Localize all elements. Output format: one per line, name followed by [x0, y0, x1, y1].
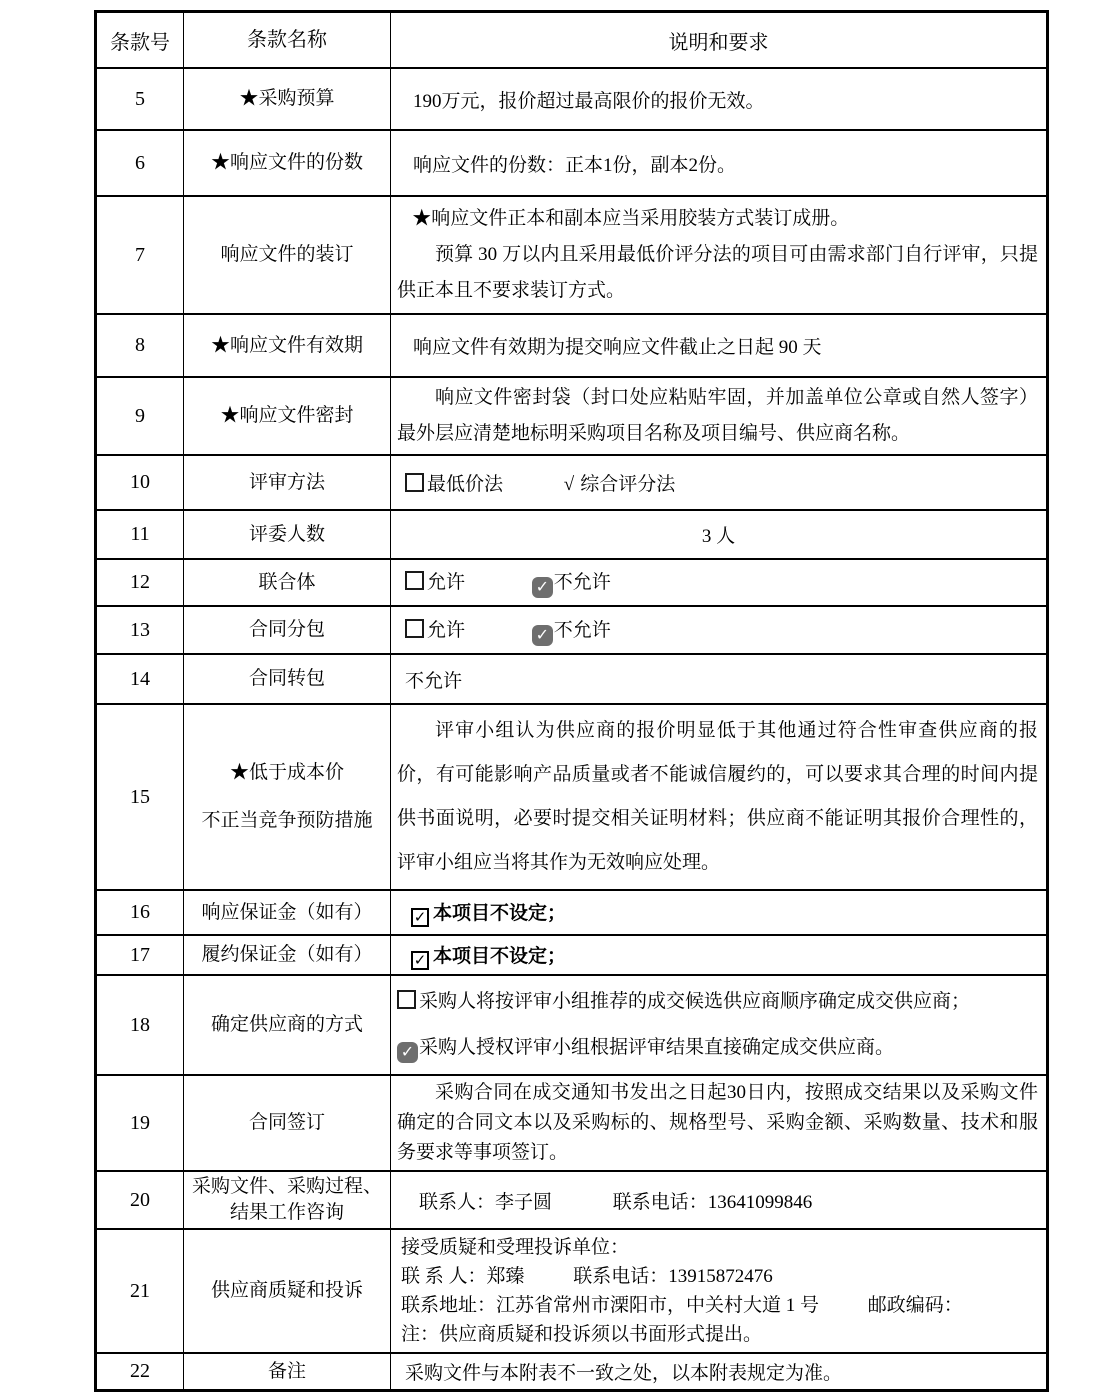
checkbox-checked-icon: ✓	[532, 577, 553, 598]
clause-desc	[391, 890, 1048, 935]
checkbox-checked-icon: ✓	[397, 1042, 418, 1063]
clause-desc	[391, 1171, 1048, 1229]
checkbox-unchecked-icon	[397, 990, 416, 1009]
option-label: 本项目不设定；	[433, 945, 567, 967]
complaint-unit-line: 接受质疑和受理投诉单位：	[401, 1237, 630, 1258]
table-row	[96, 606, 1048, 654]
clause-desc	[391, 975, 1048, 1075]
clause-name: ★响应文件的份数	[184, 130, 391, 196]
contact-address: 联系地址：江苏省常州市溧阳市，中关村大道 1 号	[401, 1295, 820, 1316]
checkbox-unchecked-icon	[405, 571, 424, 590]
table-row	[96, 130, 1048, 196]
clause-name-line: ★低于成本价	[229, 761, 344, 783]
complaint-note-line: 注：供应商质疑和投诉须以书面形式提出。	[401, 1324, 763, 1345]
checkbox-checked-icon: ✓	[532, 625, 553, 646]
header-clause-desc: 说明和要求	[391, 12, 1048, 69]
table-row	[96, 935, 1048, 975]
clause-desc	[391, 606, 1048, 654]
clause-no: 18	[96, 975, 184, 1075]
contact-phone: 联系电话：13641099846	[612, 1191, 813, 1213]
clause-name-line: 不正当竞争预防措施	[201, 810, 373, 831]
clause-no: 11	[96, 510, 184, 559]
contact-phone: 联系电话：13915872476	[573, 1266, 773, 1287]
clause-no: 7	[96, 196, 184, 314]
clause-no: 12	[96, 559, 184, 606]
clause-no: 9	[96, 377, 184, 455]
table-row	[96, 890, 1048, 935]
clause-desc	[391, 935, 1048, 975]
clause-name: 合同分包	[184, 606, 391, 654]
clause-name: ★采购预算	[184, 68, 391, 130]
clause-desc	[391, 559, 1048, 606]
header-clause-no: 条款号	[96, 12, 184, 69]
table-row	[96, 704, 1048, 890]
clause-no: 22	[96, 1353, 184, 1391]
desc-paragraph: 采购合同在成交通知书发出之日起30日内，按照成交结果以及采购文件确定的合同文本以及采购标的、规格型号、采购金额、采购数量、技术和服务要求等事项签订。	[397, 1082, 1038, 1163]
clause-name	[184, 704, 391, 890]
desc-paragraph: 响应文件密封袋（封口处应粘贴牢固，并加盖单位公章或自然人签字）最外层应清楚地标明采购项目名称及项目编号、供应商名称。	[397, 387, 1038, 444]
check-mark-icon: √	[563, 474, 575, 495]
clause-no: 20	[96, 1171, 184, 1229]
clause-desc: 不允许	[391, 654, 1048, 704]
clause-name: 履约保证金（如有）	[184, 935, 391, 975]
desc-paragraph: 预算 30 万以内且采用最低价评分法的项目可由需求部门自行评审，只提供正本且不要求装订方式。	[397, 244, 1038, 301]
table-row	[96, 559, 1048, 606]
table-row	[96, 510, 1048, 559]
clause-name: 供应商质疑和投诉	[184, 1229, 391, 1353]
option-label: 综合评分法	[580, 474, 676, 495]
clause-no: 5	[96, 68, 184, 130]
clause-no: 8	[96, 314, 184, 377]
desc-paragraph: ★响应文件正本和副本应当采用胶装方式装订成册。	[412, 208, 850, 229]
clause-name: 确定供应商的方式	[184, 975, 391, 1075]
clause-name: 采购文件、采购过程、结果工作咨询	[184, 1171, 391, 1229]
clause-name: 合同转包	[184, 654, 391, 704]
table-row	[96, 1353, 1048, 1391]
table-row	[96, 1075, 1048, 1171]
checkbox-unchecked-icon	[405, 473, 424, 492]
clause-name: 评委人数	[184, 510, 391, 559]
option-label: 允许	[427, 619, 466, 641]
clause-desc	[391, 704, 1048, 890]
clause-no: 16	[96, 890, 184, 935]
clause-no: 14	[96, 654, 184, 704]
clause-name: 响应文件的装订	[184, 196, 391, 314]
desc-paragraph: 评审小组认为供应商的报价明显低于其他通过符合性审查供应商的报价，有可能影响产品质量或者不能诚信履约的，可以要求其合理的时间内提供书面说明，必要时提交相关证明材料；供应商不能证明其报价合理性的，评审小组应当将其作为无效响应处理。	[397, 720, 1038, 873]
table-row	[96, 68, 1048, 130]
table-row	[96, 314, 1048, 377]
clause-desc	[391, 1075, 1048, 1171]
complaint-address-line	[401, 1291, 1038, 1320]
table-row	[96, 377, 1048, 455]
clause-name: ★响应文件有效期	[184, 314, 391, 377]
clause-name: 评审方法	[184, 455, 391, 510]
clause-name: 联合体	[184, 559, 391, 606]
option-label: 不允许	[553, 619, 611, 641]
clause-desc: 响应文件有效期为提交响应文件截止之日起 90 天	[391, 314, 1048, 377]
option-label: 本项目不设定；	[433, 903, 567, 924]
clause-sheet	[94, 10, 1049, 1392]
clause-name: ★响应文件密封	[184, 377, 391, 455]
clause-no: 17	[96, 935, 184, 975]
clause-desc	[391, 455, 1048, 510]
clause-no: 15	[96, 704, 184, 890]
table-row	[96, 654, 1048, 704]
clause-name: 备注	[184, 1353, 391, 1391]
clause-desc	[391, 377, 1048, 455]
clause-desc	[391, 196, 1048, 314]
header-clause-name: 条款名称	[184, 12, 391, 69]
table-row	[96, 455, 1048, 510]
contact-person: 联 系 人：郑臻	[401, 1266, 525, 1287]
clause-desc: 采购文件与本附表不一致之处，以本附表规定为准。	[391, 1353, 1048, 1391]
clause-no: 6	[96, 130, 184, 196]
table-row	[96, 1171, 1048, 1229]
clause-name: 响应保证金（如有）	[184, 890, 391, 935]
checkbox-unchecked-icon	[405, 619, 424, 638]
table-row	[96, 196, 1048, 314]
checkbox-checked-icon: ✓	[411, 908, 429, 927]
checkbox-checked-icon: ✓	[411, 951, 429, 970]
header-row	[96, 12, 1048, 69]
option-line	[397, 979, 1038, 1025]
clause-no: 13	[96, 606, 184, 654]
clause-desc	[391, 1229, 1048, 1353]
clause-name: 合同签订	[184, 1075, 391, 1171]
clause-desc: 3 人	[391, 510, 1048, 559]
contact-person: 联系人：李子圆	[419, 1191, 553, 1213]
clause-desc: 响应文件的份数：正本1份，副本2份。	[391, 130, 1048, 196]
complaint-contact-line	[401, 1262, 1038, 1291]
clause-no: 21	[96, 1229, 184, 1353]
option-label: 不允许	[553, 572, 611, 593]
postal-code-label: 邮政编码：	[867, 1295, 963, 1316]
option-label: 采购人将按评审小组推荐的成交候选供应商顺序确定成交供应商；	[419, 991, 971, 1012]
clause-desc: 190万元，报价超过最高限价的报价无效。	[391, 68, 1048, 130]
option-line	[397, 1025, 1038, 1071]
option-label: 最低价法	[427, 474, 504, 495]
clause-no: 10	[96, 455, 184, 510]
option-label: 采购人授权评审小组根据评审结果直接确定成交供应商。	[419, 1037, 895, 1058]
clause-table	[94, 10, 1049, 1392]
table-row	[96, 1229, 1048, 1353]
clause-no: 19	[96, 1075, 184, 1171]
table-row	[96, 975, 1048, 1075]
option-label: 允许	[427, 572, 466, 593]
